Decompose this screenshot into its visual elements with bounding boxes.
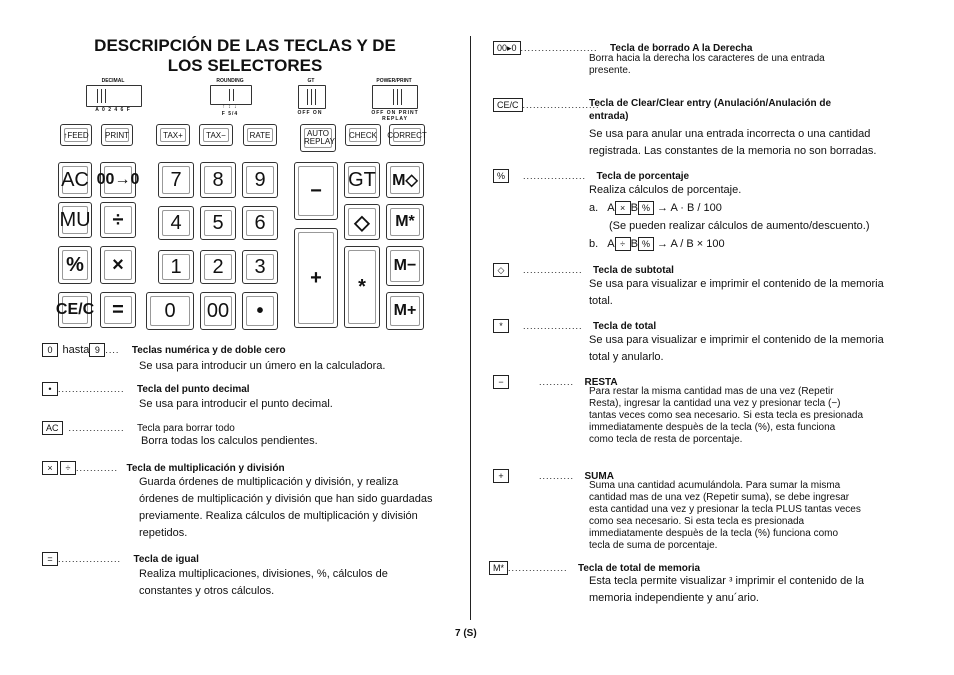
power-selector-positions: OFF ON PRINT <box>371 110 419 116</box>
memory-minus-key[interactable]: M− <box>386 246 424 286</box>
desc-suma: + .......... SUMA <box>493 466 913 484</box>
gt-selector-label: GT <box>307 78 315 84</box>
gt-selector[interactable] <box>298 85 326 109</box>
desc-decimal-point-text: Se usa para introducir el punto decimal. <box>139 398 333 410</box>
mu-key[interactable]: MU <box>58 202 92 238</box>
key-8[interactable]: 8 <box>200 162 236 198</box>
page-title: DESCRIPCIÓN DE LAS TECLAS Y DE LOS SELECTORES <box>94 36 396 75</box>
print-key[interactable]: PRINT <box>101 124 133 146</box>
decimal-selector[interactable] <box>86 85 142 107</box>
desc-total: * ................. Tecla de total <box>493 316 913 334</box>
tax-plus-key[interactable]: TAX+ <box>156 124 190 146</box>
desc-mul-div: × ÷ ............ Tecla de multiplicación y división <box>42 458 462 476</box>
desc-numeric-keys: 0 hasta 9 .... Teclas numérica y de doble cero <box>42 340 462 359</box>
power-selector[interactable] <box>372 85 418 109</box>
tax-minus-key[interactable]: TAX− <box>199 124 233 146</box>
delete-right-key[interactable]: 00→0 <box>100 162 136 198</box>
rate-key[interactable]: RATE <box>243 124 277 146</box>
column-divider <box>470 36 471 620</box>
rounding-selector-label: ROUNDING <box>216 78 244 84</box>
subtotal-key[interactable]: ◇ <box>344 204 380 240</box>
gt-selector-positions: OFF ON <box>297 110 323 116</box>
desc-clear-entry-title: Tecla de Clear/Clear entry (Anulación/Anulación de entrada) <box>589 98 832 122</box>
key-0[interactable]: 0 <box>146 292 194 330</box>
key-4[interactable]: 4 <box>158 206 194 240</box>
desc-suma-text: Suma una cantidad acumulándola. Para sumar la misma cantidad mas de una vez (Repetir suma), se debe ingresar esta cantidad una vez y presionar la tecla PLUS tantas veces como sea necesario. Si esta tecla es presionada immediatamente despuès de la tecla (%) funciona como tecla de suma de porcentaje. <box>589 480 861 551</box>
check-key[interactable]: CHECK <box>345 124 381 146</box>
divide-key[interactable]: ÷ <box>100 202 136 238</box>
desc-clear-entry: CE/C ...................... <box>493 95 913 113</box>
multiply-key[interactable]: × <box>100 246 136 284</box>
desc-decimal-point: • ................... Tecla del punto decimal <box>42 379 462 397</box>
correct-key[interactable]: CORRECT <box>389 124 425 146</box>
desc-delete-right-text: Borra hacia la derecha los caracteres de una entrada presente. <box>589 53 825 76</box>
desc-ac: AC ................ Tecla para borrar todo <box>42 418 462 436</box>
feed-key[interactable]: ↑FEED <box>60 124 92 146</box>
ac-key[interactable]: AC <box>58 162 92 198</box>
desc-equals: = .................. Tecla de igual <box>42 549 462 567</box>
desc-percent-text: Realiza cálculos de porcentaje. <box>589 184 742 196</box>
key-7[interactable]: 7 <box>158 162 194 198</box>
equals-key[interactable]: = <box>100 292 136 328</box>
page-number: 7 (S) <box>455 628 477 639</box>
desc-delete-right: 00▸0 ...................... Tecla de borrado A la Derecha <box>493 38 913 56</box>
key-9[interactable]: 9 <box>242 162 278 198</box>
percent-example-b: b. A ÷ B % → A / B × 100 <box>589 238 725 250</box>
memory-total-key[interactable]: M* <box>386 204 424 240</box>
rounding-selector[interactable] <box>210 85 252 105</box>
desc-numeric-keys-text: Se usa para introducir un úmero en la calculadora. <box>139 360 386 372</box>
rounding-selector-arrows: ↑ ↕ ↓ <box>222 104 238 110</box>
auto-replay-key[interactable]: AUTO REPLAY <box>300 124 336 152</box>
key-1[interactable]: 1 <box>158 250 194 284</box>
desc-memory-total: M* ................. Tecla de total de memoria <box>489 558 909 576</box>
memory-plus-key[interactable]: M+ <box>386 292 424 330</box>
power-selector-replay: REPLAY <box>382 116 408 122</box>
total-key[interactable]: * <box>344 246 380 328</box>
decimal-selector-label: DECIMAL <box>101 78 125 84</box>
percent-note: (Se pueden realizar cálculos de aumento/descuento.) <box>609 220 870 232</box>
desc-equals-text: Realiza multiplicaciones, divisiones, %, cálculos de constantes y otros cálculos. <box>139 568 388 597</box>
percent-example-a: a. A × B % → A · B / 100 <box>589 202 722 214</box>
key-6[interactable]: 6 <box>242 206 278 240</box>
gt-key[interactable]: GT <box>344 162 380 198</box>
minus-key[interactable]: − <box>294 162 338 220</box>
key-2[interactable]: 2 <box>200 250 236 284</box>
clear-entry-key[interactable]: CE/C <box>58 292 92 328</box>
percent-key[interactable]: % <box>58 246 92 284</box>
plus-key[interactable]: + <box>294 228 338 328</box>
decimal-selector-positions: A 0 2 4 6 F <box>95 107 131 113</box>
desc-total-text: Se usa para visualizar e imprimir el contenido de la memoria total y anularlo. <box>589 334 884 363</box>
desc-ac-text: Borra todas los calculos pendientes. <box>141 435 318 447</box>
desc-percent: % .................. Tecla de porcentaje <box>493 166 913 184</box>
desc-resta: − .......... RESTA <box>493 372 913 390</box>
power-selector-label: POWER/PRINT <box>376 78 412 84</box>
key-00[interactable]: 00 <box>200 292 236 330</box>
desc-clear-entry-text: Se usa para anular una entrada incorrecta o una cantidad registrada. Las constantes de la memoria no son borradas. <box>589 128 877 157</box>
desc-memory-total-text: Esta tecla permite visualizar ᵌ imprimir el contenido de la memoria independiente y anu´ario. <box>589 575 864 604</box>
key-3[interactable]: 3 <box>242 250 278 284</box>
desc-subtotal: ◇ ................. Tecla de subtotal <box>493 260 913 278</box>
memory-subtotal-key[interactable]: M◇ <box>386 162 424 198</box>
key-5[interactable]: 5 <box>200 206 236 240</box>
rounding-selector-positions: F 5/4 <box>221 111 239 117</box>
desc-resta-text: Para restar la misma cantidad mas de una vez (Repetir Resta), ingresar la cantidad una vez y presionar tecla (−) tantas veces como sea necesario. Si esta tecla es presionada immediatamente despuès de la tecla (%), esta funciona como tecla de resta de porcentaje. <box>589 386 864 445</box>
desc-subtotal-text: Se usa para visualizar e imprimir el contenido de la memoria total. <box>589 278 884 307</box>
decimal-point-key[interactable]: • <box>242 292 278 330</box>
desc-mul-div-text: Guarda órdenes de multiplicación y división, y realiza órdenes de multiplicación y división que han sido guardadas previamente. Realiza cálculos de multiplicación y división repetidos. <box>139 476 433 539</box>
